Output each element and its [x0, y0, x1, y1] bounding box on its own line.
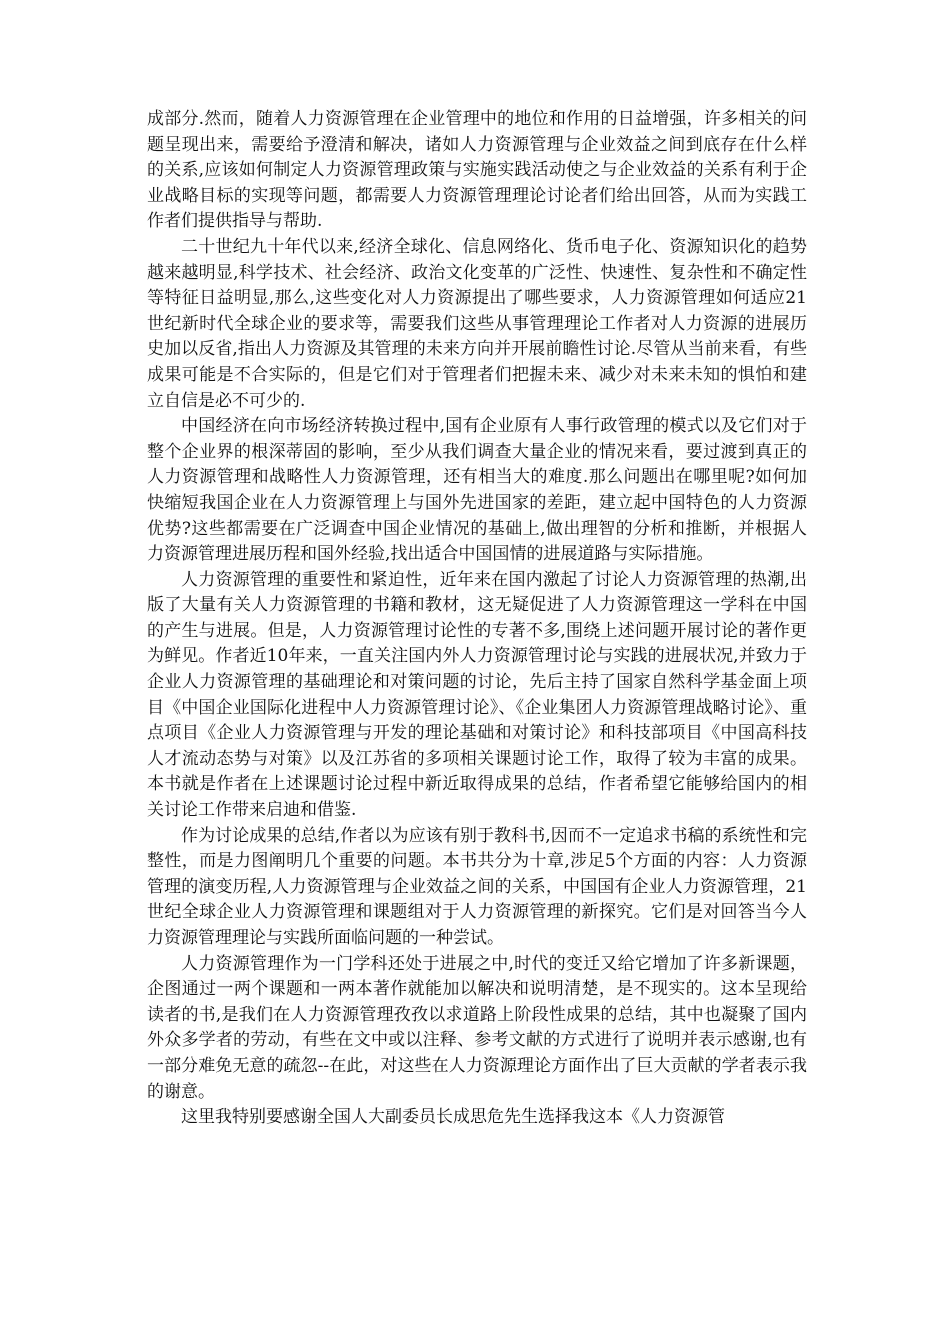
paragraph-6: 人力资源管理作为一门学科还处于进展之中,时代的变迁又给它增加了许多新课题，企图通过一两个课题和一两本著作就能加以解决和说明清楚，是不现实的。这本呈现给读者的书,是我们在人力资源管理孜孜以求道路上阶段性成果的总结，其中也凝聚了国内外众多学者的劳动，有些在文中或以注释、参考文献的方式进行了说明并表示感谢,也有一部分难免无意的疏忽--在此，对这些在人力资源理论方面作出了巨大贡献的学者表示我的谢意。	[147, 953, 807, 1102]
paragraph-7: 这里我特别要感谢全国人大副委员长成思危先生选择我这本《人力资源管	[181, 1107, 725, 1128]
paragraph-2: 二十世纪九十年代以来,经济全球化、信息网络化、货币电子化、资源知识化的趋势越来越明显,科学技术、社会经济、政治文化变革的广泛性、快速性、复杂性和不确定性等特征日益明显,那么,这些变化对人力资源提出了哪些要求，人力资源管理如何适应21世纪新时代全球企业的要求等，需要我们这些从事管理理论工作者对人力资源的进展历史加以反省,指出人力资源及其管理的未来方向并开展前瞻性讨论.尽管从当前来看，有些成果可能是不合实际的，但是它们对于管理者们把握未来、减少对未来未知的惧怕和建立自信是必不可少的.	[147, 236, 807, 411]
paragraph-1: 成部分.然而，随着人力资源管理在企业管理中的地位和作用的日益增强，许多相关的问题呈现出来，需要给予澄清和解决，诸如人力资源管理与企业效益之间到底存在什么样的关系,应该如何制定人力资源管理政策与实施实践活动使之与企业效益的关系有利于企业战略目标的实现等问题，都需要人力资源管理理论讨论者们给出回答，从而为实践工作者们提供指导与帮助.	[147, 109, 807, 232]
paragraph-5: 作为讨论成果的总结,作者以为应该有别于教科书,因而不一定追求书稿的系统性和完整性，而是力图阐明几个重要的问题。本书共分为十章,涉足5个方面的内容：人力资源管理的演变历程,人力资源管理与企业效益之间的关系，中国国有企业人力资源管理，21世纪全球企业人力资源管理和课题组对于人力资源管理的新探究。它们是对回答当今人力资源管理理论与实践所面临问题的一种尝试。	[147, 825, 807, 948]
paragraph-4: 人力资源管理的重要性和紧迫性，近年来在国内激起了讨论人力资源管理的热潮,出版了大量有关人力资源管理的书籍和教材，这无疑促进了人力资源管理这一学科在中国的产生与进展。但是，人力资源管理讨论性的专著不多,围绕上述问题开展讨论的著作更为鲜见。作者近10年来，一直关注国内外人力资源管理讨论与实践的进展状况,并致力于企业人力资源管理的基础理论和对策问题的讨论，先后主持了国家自然科学基金面上项目《中国企业国际化进程中人力资源管理讨论》、《企业集团人力资源管理战略讨论》、重点项目《企业人力资源管理与开发的理论基础和对策讨论》和科技部项目《中国高科技人才流动态势与对策》以及江苏省的多项相关课题讨论工作，取得了较为丰富的成果。本书就是作者在上述课题讨论过程中新近取得成果的总结，作者希望它能够给国内的相关讨论工作带来启迪和借鉴.	[147, 569, 807, 821]
paragraph-3: 中国经济在向市场经济转换过程中,国有企业原有人事行政管理的模式以及它们对于整个企业界的根深蒂固的影响，至少从我们调查大量企业的情况来看，要过渡到真正的人力资源管理和战略性人力资源管理，还有相当大的难度.那么问题出在哪里呢?如何加快缩短我国企业在人力资源管理上与国外先进国家的差距，建立起中国特色的人力资源优势?这些都需要在广泛调查中国企业情况的基础上,做出理智的分析和推断，并根据人力资源管理进展历程和国外经验,找出适合中国国情的进展道路与实际措施。	[147, 416, 807, 565]
document-page	[147, 107, 807, 1131]
